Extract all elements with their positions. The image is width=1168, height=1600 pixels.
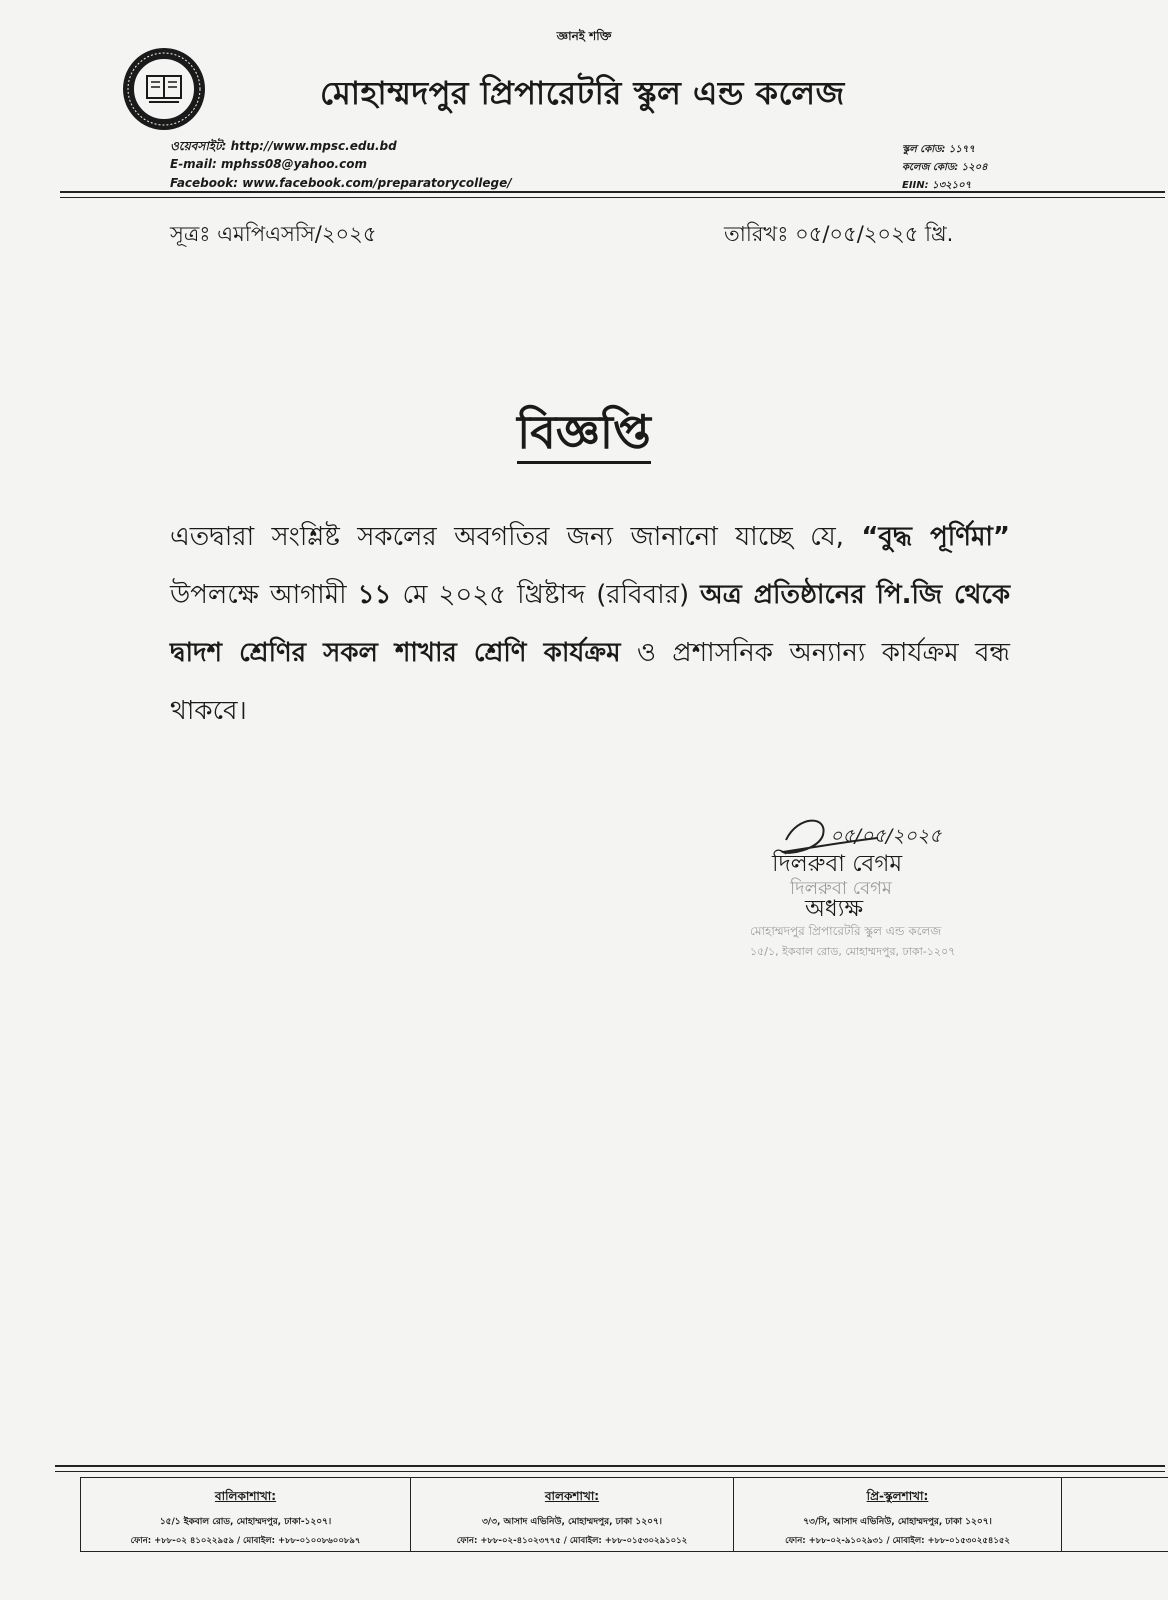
motto: জ্ঞানই শক্তি: [556, 29, 612, 43]
branch-phone: ফোন: +৮৮-০২ ৪১০২২৯৫৯ / মোবাইল: +৮৮-০১০০৮৬০০৮৯৭: [130, 1536, 361, 1546]
reference-number: সূত্রঃ এমপিএসসি/২০২৫: [170, 222, 377, 246]
institution-name: মোহাম্মদপুর প্রিপারেটরি স্কুল এন্ড কলেজ: [320, 74, 845, 112]
notice-title: [0, 398, 1168, 474]
body-occasion: “বুদ্ধ পূর্ণিমা”: [861, 522, 1011, 552]
school-code: স্কুল কোড: ১১৭৭: [902, 144, 975, 155]
body-day: ১১: [357, 580, 392, 610]
eiin-code: EIIN: ১৩২১০৭: [902, 180, 972, 191]
footer-empty-cell: [1062, 1478, 1168, 1551]
footer-rule-bottom: [55, 1471, 1165, 1472]
branch-address: ১৫/১ ইকবাল রোড, মোহাম্মদপুর, ঢাকা-১২০৭।: [159, 1517, 332, 1527]
branch-address: ৭৩/সি, আসাদ এভিনিউ, মোহাম্মদপুর, ঢাকা ১২০৭।: [803, 1517, 992, 1527]
body-intro: এতদ্বারা সংশ্লিষ্ট সকলের অবগতির জন্য জানানো যাচ্ছে যে,: [170, 522, 844, 552]
notice-date: তারিখঃ ০৫/০৫/২০২৫ খ্রি.: [724, 222, 954, 246]
college-seal-logo: [121, 46, 207, 132]
email-text: E-mail: mphss08@yahoo.com: [170, 157, 367, 171]
signatory-designation: অধ্যক্ষ: [805, 896, 864, 922]
body-month-year: মে ২০২৫ খ্রিষ্টাব্দ (রবিবার): [402, 580, 690, 610]
body-closing: ও প্রশাসনিক অন্যান্য কার্যক্রম বন্ধ থাকবে।: [170, 638, 1011, 726]
header-rule-top: [60, 191, 1165, 193]
notice-body: [170, 508, 1010, 740]
branch-preschool: [734, 1478, 1062, 1551]
branch-phone: ফোন: +৮৮-০২-৯১০২৯৩১ / মোবাইল: +৮৮-০১৫৩০২৫৪১৫২: [785, 1536, 1010, 1546]
branch-title: বালিকাশাখা:: [214, 1489, 277, 1503]
handwritten-date: ০৫/০৫/২০২৫: [830, 825, 942, 847]
branch-title: প্রি-স্কুলশাখা:: [866, 1489, 929, 1503]
body-scope: অত্র প্রতিষ্ঠানের পি.জি থেকে দ্বাদশ শ্রেণির সকল শাখার শ্রেণি কার্যক্রম: [170, 580, 1011, 668]
stamp-name: দিলরুবা বেগম: [790, 878, 892, 899]
stamp-address: ১৫/১, ইকবাল রোড, মোহাম্মদপুর, ঢাকা-১২০৭: [750, 945, 956, 958]
footer-rule-top: [55, 1465, 1165, 1467]
header-rule-bottom: [60, 197, 1165, 198]
signatory-name: দিলরুবা বেগম: [772, 851, 903, 877]
facebook-text: Facebook: www.facebook.com/preparatorycollege/: [170, 176, 512, 190]
branch-title: বালকশাখা:: [544, 1489, 600, 1503]
notice-title-text: বিজ্ঞপ্তি: [517, 405, 651, 464]
branch-phone: ফোন: +৮৮-০২-৪১০২৩৭৭৫ / মোবাইল: +৮৮-০১৫৩০২৯১০১২: [456, 1536, 688, 1546]
branch-footer: [80, 1477, 1168, 1552]
website-text: ওয়েবসাইট: http://www.mpsc.edu.bd: [170, 139, 397, 153]
stamp-institution: মোহাম্মদপুর প্রিপারেটরি স্কুল এন্ড কলেজ: [750, 924, 942, 938]
branch-girls: [81, 1478, 411, 1551]
branch-address: ৩/৩, আসাদ এভিনিউ, মোহাম্মদপুর, ঢাকা ১২০৭।: [481, 1517, 663, 1527]
college-code: কলেজ কোড: ১২০৪: [902, 162, 988, 173]
body-occasion-context: উপলক্ষে আগামী: [170, 580, 347, 610]
branch-boys: [411, 1478, 734, 1551]
